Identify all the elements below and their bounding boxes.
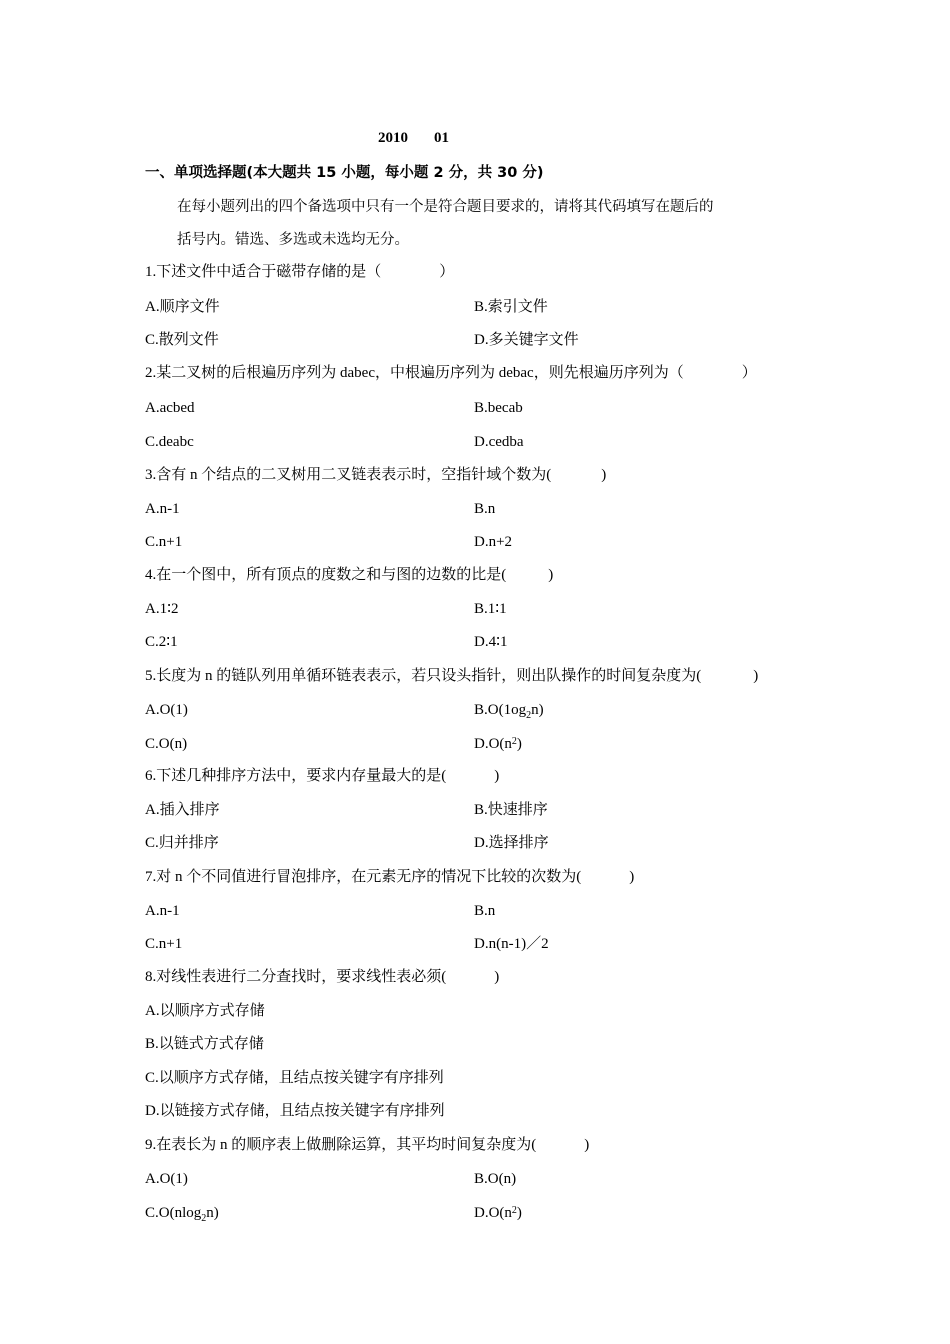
option-b: B.n [474, 903, 496, 919]
question-stem: 8.对线性表进行二分查找时，要求线性表必须( ) [145, 969, 500, 985]
option-d: D.选择排序 [474, 835, 549, 851]
section-heading: 一、单项选择题(本大题共 15 小题，每小题 2 分，共 30 分) [145, 165, 544, 181]
option-d: D.以链接方式存储，且结点按关键字有序排列 [145, 1103, 445, 1119]
option-b: B.O(n) [474, 1171, 517, 1187]
option-d: D.多关键字文件 [474, 332, 579, 348]
option-c: C.deabc [145, 434, 194, 450]
option-b: B.becab [474, 400, 523, 416]
option-c: C.O(nlog$_2$n) [145, 1205, 219, 1224]
instruction-line-1: 在每小题列出的四个备选项中只有一个是符合题目要求的，请将其代码填写在题后的 [177, 199, 714, 215]
option-c: C.散列文件 [145, 332, 219, 348]
option-b: B.索引文件 [474, 299, 548, 315]
option-a: A.n-1 [145, 501, 180, 517]
instruction-line-2: 括号内。错选、多选或未选均无分。 [177, 232, 409, 248]
option-a: A.1∶2 [145, 601, 179, 617]
option-b: $B.O(1og_2n)$ [474, 702, 544, 721]
question-stem: 6.下述几种排序方法中，要求内存量最大的是( ) [145, 768, 500, 784]
option-c: C.归并排序 [145, 835, 219, 851]
title-month: 01 [434, 130, 449, 146]
option-c: C.以顺序方式存储，且结点按关键字有序排列 [145, 1070, 444, 1086]
option-a: A.acbed [145, 400, 195, 416]
question-stem: 3.含有 n 个结点的二叉树用二叉链表表示时，空指针域个数为( ) [145, 467, 607, 483]
option-b: B.快速排序 [474, 802, 548, 818]
option-c: C.n+1 [145, 936, 183, 952]
option-c: C.n+1 [145, 534, 183, 550]
option-d: D.4∶1 [474, 634, 508, 650]
option-c: C.O(n) [145, 736, 188, 752]
question-stem: 9.在表长为 n 的顺序表上做删除运算，其平均时间复杂度为( ) [145, 1137, 590, 1153]
question-stem: 5.长度为 n 的链队列用单循环链表表示，若只设头指针，则出队操作的时间复杂度为( ) [145, 668, 759, 684]
option-a: A.O(1) [145, 702, 188, 718]
option-d: D.n+2 [474, 534, 513, 550]
option-b: B.以链式方式存储 [145, 1036, 264, 1052]
option-b: B.n [474, 501, 496, 517]
option-d: $D.O(n^2)$ [474, 736, 522, 752]
question-stem: 1.下述文件中适合于磁带存储的是（ ） [145, 264, 455, 280]
option-a: A.插入排序 [145, 802, 220, 818]
option-b: B.1∶1 [474, 601, 507, 617]
page-title [378, 130, 449, 147]
option-d: $D.O(n^2)$ [474, 1205, 522, 1221]
option-a: A.以顺序方式存储 [145, 1003, 265, 1019]
question-stem: 7.对 n 个不同值进行冒泡排序，在元素无序的情况下比较的次数为( ) [145, 869, 635, 885]
option-a: A.n-1 [145, 903, 180, 919]
question-stem: 2.某二叉树的后根遍历序列为 dabec，中根遍历序列为 debac，则先根遍历序列为（ ） [145, 365, 757, 381]
question-stem: 4.在一个图中，所有顶点的度数之和与图的边数的比是( ) [145, 567, 554, 583]
option-c: C.2∶1 [145, 634, 178, 650]
title-year: 2010 [378, 130, 408, 146]
option-d: D.cedba [474, 434, 524, 450]
option-d: D.n(n-1)／2 [474, 936, 549, 952]
option-a: A.O(1) [145, 1171, 188, 1187]
option-a: A.顺序文件 [145, 299, 220, 315]
